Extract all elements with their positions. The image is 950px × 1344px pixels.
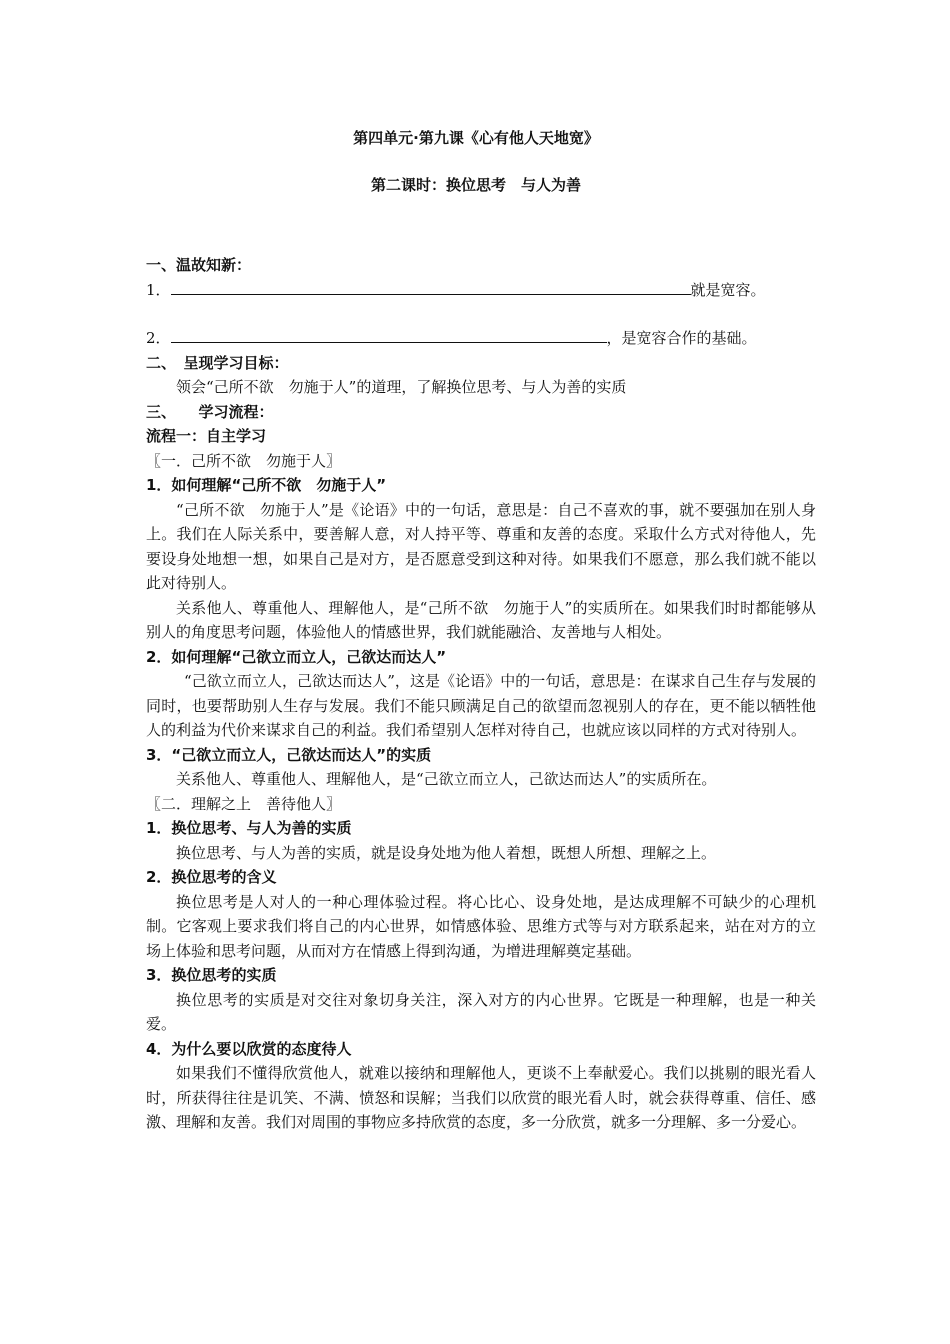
part2-question-1-paragraph: 换位思考、与人为善的实质，就是设身处地为他人着想，既想人所想、理解之上。 [176,843,717,862]
section1-heading: 一、温故知新： [146,256,252,274]
question-2-paragraph: “己欲立而立人，己欲达而达人”，这是《论语》中的一句话，意思是：在谋求自己生存与发展的同时，也要帮助别人生存与发展。我们不能只顾满足自己的欲望而忽视别人的存在，更不能以牺牲他人的利益为代价来谋求自己的利益。我们希望别人怎样对待自己，也就应该以同样的方式对待别人。 [146,672,816,739]
fill-blank-2-number: 2． [146,329,171,347]
learning-goal: 领会“己所不欲 勿施于人”的道理，了解换位思考、与人为善的实质 [176,378,627,396]
spacer [146,302,816,326]
fill-blank-1-number: 1． [146,280,171,299]
question-1-paragraph-1: “己所不欲 勿施于人”是《论语》中的一句话，意思是：自己不喜欢的事，就不要强加在别人身上。我们在人际关系中，要善解人意，对人持平等、尊重和友善的态度。采取什么方式对待他人，先要设身处地想一想，如果自己是对方，是否愿意受到这种对待。如果我们不愿意，那么我们就不能以此对待别人。 [146,500,816,592]
part2-question-2-paragraph: 换位思考是人对人的一种心理体验过程。将心比心、设身处地，是达成理解不可缺少的心理机制。它客观上要求我们将自己的内心世界，如情感体验、思维方式等与对方联系起来，站在对方的立场上体验和思考问题，从而对方在情感上得到沟通，为增进理解奠定基础。 [146,892,816,960]
fill-blank-1 [146,278,816,303]
page-subtitle: 第二课时：换位思考 与人为善 [370,176,581,194]
question-3-title: 3．“己欲立而立人，己欲达而达人”的实质 [146,745,432,764]
fill-blank-2-suffix: ，是宽容合作的基础。 [606,329,757,347]
page-title: 第四单元·第九课《心有他人天地宽》 [353,129,599,147]
part2-question-4-title: 4．为什么要以欣赏的态度待人 [146,1039,352,1058]
part2-question-2-title: 2．换位思考的含义 [146,868,277,886]
part2-question-3-paragraph: 换位思考的实质是对交往对象切身关注，深入对方的内心世界。它既是一种理解，也是一种关爱。 [146,990,816,1033]
question-2-title: 2．如何理解“己欲立而立人，己欲达而达人” [146,647,447,666]
part2-question-3-title: 3．换位思考的实质 [146,966,277,984]
fill-blank-2-line[interactable] [171,328,607,343]
flow-one-heading: 流程一：自主学习 [146,427,267,445]
section2-heading: 二、 呈现学习目标： [146,353,289,372]
fill-blank-2 [146,326,816,351]
fill-blank-1-suffix: 就是宽容。 [690,280,766,299]
question-1-paragraph-2: 关系他人、尊重他人、理解他人，是“己所不欲 勿施于人”的实质所在。如果我们时时都能够从别人的角度思考问题，体验他人的情感世界，我们就能融洽、友善地与人相处。 [146,598,816,641]
part-one-label: 〖一．己所不欲 勿施于人〗 [146,451,342,470]
document-body [146,253,816,1135]
question-3-paragraph: 关系他人、尊重他人、理解他人，是“己欲立而立人，己欲达而达人”的实质所在。 [176,770,717,788]
part2-question-4-paragraph: 如果我们不懂得欣赏他人，就难以接纳和理解他人，更谈不上奉献爱心。我们以挑剔的眼光看人时，所获得往往是讥笑、不满、愤怒和误解；当我们以欣赏的眼光看人时，就会获得尊重、信任、感激、理解和友善。我们对周围的事物应多持欣赏的态度，多一分欣赏，就多一分理解、多一分爱心。 [146,1064,816,1131]
part2-question-1-title: 1．换位思考、与人为善的实质 [146,819,352,837]
part-two-label: 〖二．理解之上 善待他人〗 [146,794,342,813]
question-1-title: 1．如何理解“己所不欲 勿施于人” [146,476,387,494]
fill-blank-1-line[interactable] [171,280,691,295]
section3-heading: 三、 学习流程： [146,402,274,421]
